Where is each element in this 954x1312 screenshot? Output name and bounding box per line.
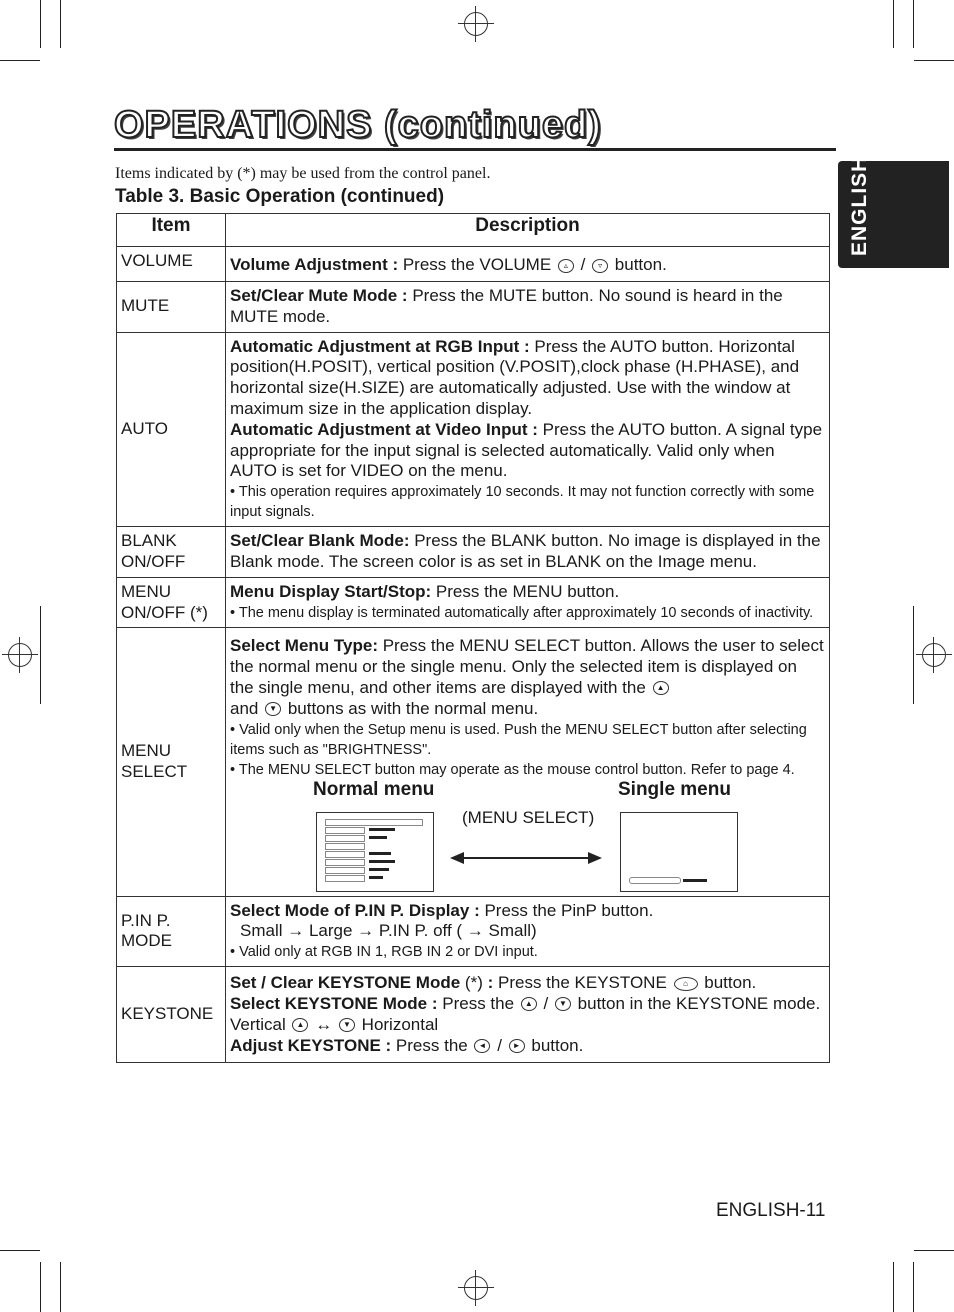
desc-menu-select: Select Menu Type: Press the MENU SELECT button. Allows the user to select the normal menu or the single menu. Only the selected item is displayed on the single menu, and other items are displayed with the ▲ and ▼ buttons as with the normal menu. • Valid only when the Setup menu is used. Push the MENU SELECT button after selecting items such as "BRIGHTNESS". • The MENU SELECT button may operate as the mouse control button. Refer to page 4. Normal menu Single menu (MENU SELECT) [226,628,830,896]
item-blank: BLANK ON/OFF [117,527,226,578]
crop-mark [0,60,40,61]
item-pinp: P.IN P. MODE [117,896,226,967]
crop-mark [913,1262,914,1312]
item-keystone: KEYSTONE [117,967,226,1063]
header-item: Item [117,214,226,247]
registration-mark [916,637,952,673]
title-rule [114,148,836,151]
table-row-mute [117,282,830,333]
item-menu-onoff: MENU ON/OFF (*) [117,577,226,628]
keystone-icon: ⌂ [674,977,698,991]
menu-select-label: (MENU SELECT) [462,807,595,827]
table-row-menu-onoff [117,577,830,628]
registration-mark [458,6,494,42]
single-menu-label: Single menu [618,778,731,800]
page-footer: ENGLISH-11 [716,1200,826,1221]
up-icon: ▲ [653,681,669,695]
control-panel-note: Items indicated by (*) may be used from the control panel. [115,165,491,182]
volume-up-icon: ▵ [558,259,574,273]
table-caption: Table 3. Basic Operation (continued) [115,186,445,207]
desc-mute: Set/Clear Mute Mode : Press the MUTE button. No sound is heard in the MUTE mode. [226,282,830,333]
desc-menu-onoff: Menu Display Start/Stop: Press the MENU button. • The menu display is terminated automatically after approximately 10 seconds of inactivity. [226,577,830,628]
double-arrow-icon [450,852,602,864]
crop-mark [60,0,61,48]
header-description: Description [226,214,830,247]
desc-pinp: Select Mode of P.IN P. Display : Press the PinP button. Small → Large → P.IN P. off ( → Small) • Valid only at RGB IN 1, RGB IN 2 or DVI input. [226,896,830,967]
language-tab-label: ENGLISH [848,155,871,256]
down-icon: ▼ [339,1018,355,1032]
up-icon: ▲ [521,997,537,1011]
crop-mark [914,1250,954,1251]
registration-mark [2,637,38,673]
crop-mark [913,0,914,48]
desc-volume: Volume Adjustment : Press the VOLUME ▵ / ▿ button. [226,247,830,282]
desc-keystone: Set / Clear KEYSTONE Mode (*) : Press the KEYSTONE ⌂ button. Select KEYSTONE Mode : Press the ▲ / ▼ button in the KEYSTONE mode. Vertical ▲ ↔ ▼ Horizontal Adjust KEYSTONE : Press the ◄ / ► button. [226,967,830,1063]
language-tab [838,155,949,268]
desc-auto: Automatic Adjustment at RGB Input : Press the AUTO button. Horizontal position(H.POSIT), vertical position (V.POSIT),clock phase (H.PHASE), and horizontal size(H.SIZE) are automatically adjusted. Use with the window at maximum size in the application display. Automatic Adjustment at Video Input : Press the AUTO button. A signal type appropriate for the input signal is selected automatically. Valid only when AUTO is set for VIDEO on the menu. • This operation requires approximately 10 seconds. It may not function correctly with some input signals. [226,332,830,527]
crop-mark [914,60,954,61]
normal-menu-thumbnail [316,812,434,892]
crop-mark [60,1262,61,1312]
table-row-pinp [117,896,830,967]
left-icon: ◄ [474,1039,490,1053]
crop-mark [0,1250,40,1251]
crop-mark [893,1262,894,1312]
table-row-menu-select [117,628,830,896]
crop-mark [40,1262,41,1312]
single-menu-thumbnail [620,812,738,892]
menu-select-diagram [230,780,825,892]
crop-mark [913,606,914,704]
table-row-auto [117,332,830,527]
up-icon: ▲ [292,1018,308,1032]
desc-blank: Set/Clear Blank Mode: Press the BLANK button. No image is displayed in the Blank mode. The screen color is as set in BLANK on the Image menu. [226,527,830,578]
registration-mark [458,1270,494,1306]
item-mute: MUTE [117,282,226,333]
page-title: OPERATIONS (continued) [114,104,602,146]
item-auto: AUTO [117,332,226,527]
normal-menu-label: Normal menu [313,778,435,800]
item-volume: VOLUME [117,247,226,282]
volume-down-icon: ▿ [592,259,608,273]
down-icon: ▼ [265,702,281,716]
basic-operation-table [116,213,830,1063]
item-menu-select: MENU SELECT [117,628,226,896]
crop-mark [40,606,41,704]
right-icon: ► [509,1039,525,1053]
table-row-volume [117,247,830,282]
crop-mark [893,0,894,48]
table-header-row [117,214,830,247]
crop-mark [40,0,41,48]
down-icon: ▼ [555,997,571,1011]
table-row-blank [117,527,830,578]
table-row-keystone [117,967,830,1063]
